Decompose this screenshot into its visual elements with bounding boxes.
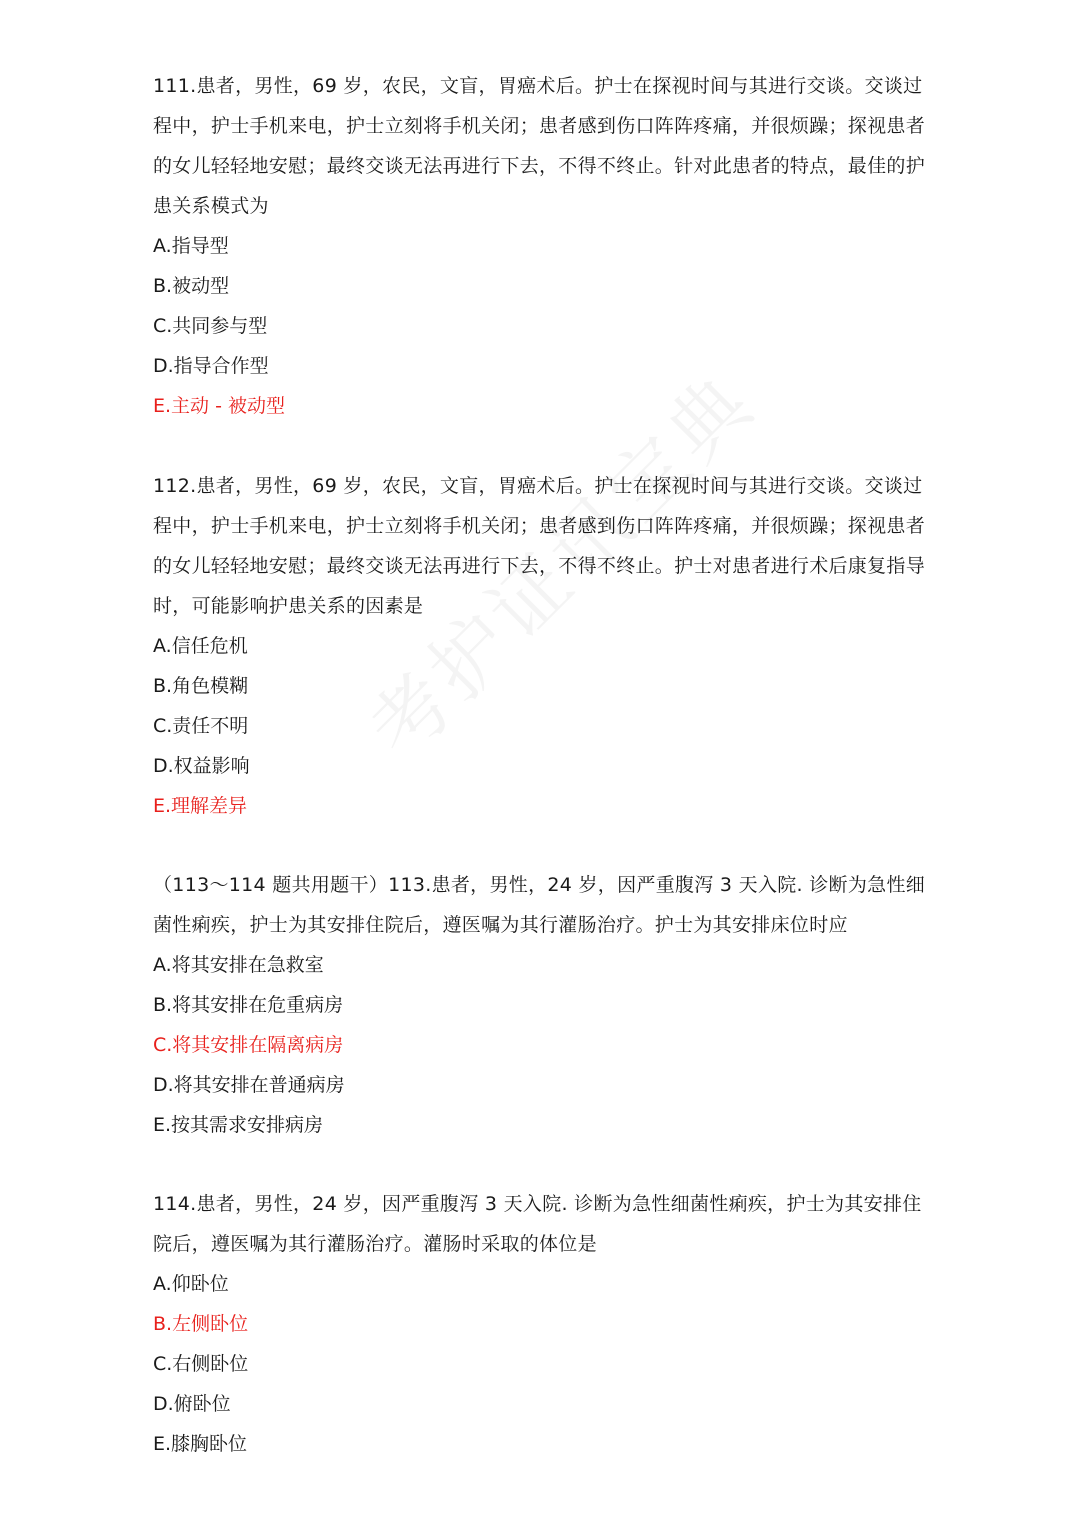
option-c: C.共同参与型 bbox=[153, 315, 268, 337]
option-list bbox=[153, 226, 933, 426]
option-list bbox=[153, 626, 933, 826]
option-a: A.将其安排在急救室 bbox=[153, 954, 324, 976]
option-d: D.将其安排在普通病房 bbox=[153, 1074, 345, 1096]
question-112 bbox=[153, 466, 933, 826]
option-list bbox=[153, 1264, 933, 1464]
option-d: D.俯卧位 bbox=[153, 1393, 231, 1415]
option-list bbox=[153, 945, 933, 1145]
option-c: C.右侧卧位 bbox=[153, 1353, 249, 1375]
option-c: C.责任不明 bbox=[153, 715, 249, 737]
question-stem: 114.患者，男性，24 岁，因严重腹泻 3 天入院. 诊断为急性细菌性痢疾，护士为其安排住院后，遵医嘱为其行灌肠治疗。灌肠时采取的体位是 bbox=[153, 1193, 922, 1255]
question-114 bbox=[153, 1184, 933, 1464]
option-b: B.将其安排在危重病房 bbox=[153, 994, 344, 1016]
question-stem: 111.患者，男性，69 岁，农民，文盲，胃癌术后。护士在探视时间与其进行交谈。交谈过程中，护士手机来电，护士立刻将手机关闭；患者感到伤口阵阵疼痛，并很烦躁；探视患者的女儿轻轻地安慰；最终交谈无法再进行下去，不得不终止。针对此患者的特点，最佳的护患关系模式为 bbox=[153, 75, 926, 217]
option-e-correct: E.理解差异 bbox=[153, 795, 248, 817]
option-a: A.指导型 bbox=[153, 235, 229, 257]
question-stem: （113～114 题共用题干）113.患者，男性，24 岁，因严重腹泻 3 天入院. 诊断为急性细菌性痢疾，护士为其安排住院后，遵医嘱为其行灌肠治疗。护士为其安排床位时应 bbox=[153, 874, 926, 936]
option-b: B.被动型 bbox=[153, 275, 230, 297]
option-e-correct: E.主动 - 被动型 bbox=[153, 395, 285, 417]
option-a: A.仰卧位 bbox=[153, 1273, 229, 1295]
option-b-correct: B.左侧卧位 bbox=[153, 1313, 249, 1335]
option-e: E.膝胸卧位 bbox=[153, 1433, 248, 1455]
option-b: B.角色模糊 bbox=[153, 675, 249, 697]
question-113 bbox=[153, 865, 933, 1145]
question-stem: 112.患者，男性，69 岁，农民，文盲，胃癌术后。护士在探视时间与其进行交谈。交谈过程中，护士手机来电，护士立刻将手机关闭；患者感到伤口阵阵疼痛，并很烦躁；探视患者的女儿轻轻地安慰；最终交谈无法再进行下去，不得不终止。护士对患者进行术后康复指导时，可能影响护患关系的因素是 bbox=[153, 475, 926, 617]
option-e: E.按其需求安排病房 bbox=[153, 1114, 324, 1136]
option-d: D.指导合作型 bbox=[153, 355, 269, 377]
option-c-correct: C.将其安排在隔离病房 bbox=[153, 1034, 344, 1056]
option-a: A.信任危机 bbox=[153, 635, 248, 657]
option-d: D.权益影响 bbox=[153, 755, 250, 777]
question-111 bbox=[153, 66, 933, 426]
